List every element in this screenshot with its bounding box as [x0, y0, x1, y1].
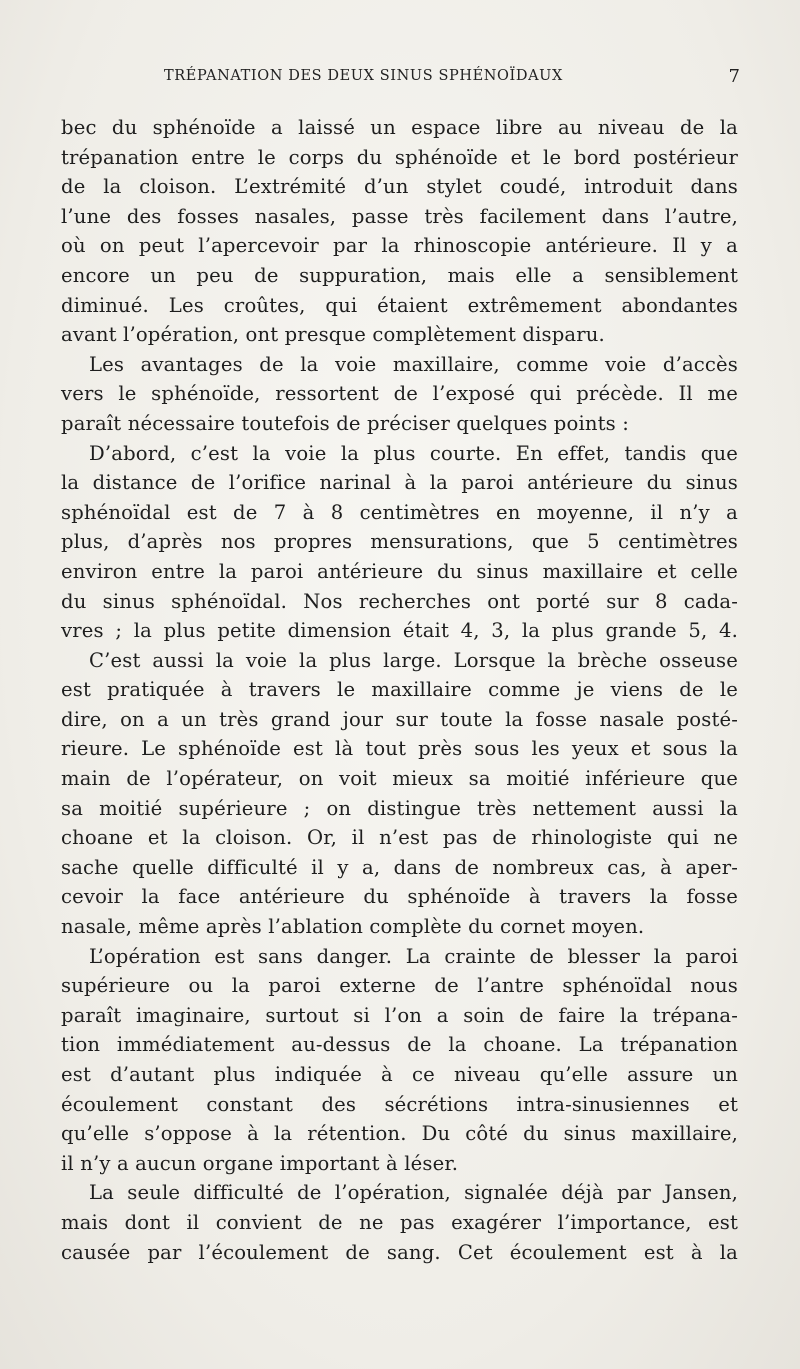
text-line: plus, d’après nos propres mensurations, que 5 centimètres [61, 530, 738, 554]
text-line: sa moitié supérieure ; on distingue très nettement aussi la [61, 796, 738, 820]
text-line: vres ; la plus petite dimension était 4, 3, la plus grande 5, 4. [61, 619, 738, 643]
text-line: La seule difficulté de l’opération, signalée déjà par Jansen, [89, 1181, 738, 1205]
text-line: rieure. Le sphénoïde est là tout près sous les yeux et sous la [61, 737, 738, 761]
text-line: environ entre la paroi antérieure du sinus maxillaire et celle [61, 559, 738, 583]
text-line: supérieure ou la paroi externe de l’antre sphénoïdal nous [61, 974, 738, 998]
text-line: encore un peu de suppuration, mais elle a sensiblement [61, 263, 738, 287]
text-line: où on peut l’apercevoir par la rhinoscopie antérieure. Il y a [61, 234, 738, 258]
text-line: D’abord, c’est la voie la plus courte. En effet, tandis que [89, 441, 738, 465]
text-line: diminué. Les croûtes, qui étaient extrêmement abondantes [61, 293, 738, 317]
text-line: qu’elle s’oppose à la rétention. Du côté du sinus maxillaire, [61, 1122, 738, 1146]
text-line: paraît nécessaire toutefois de préciser quelques points : [61, 411, 629, 435]
text-line: choane et la cloison. Or, il n’est pas de rhinologiste qui ne [61, 826, 738, 850]
text-line: mais dont il convient de ne pas exagérer l’importance, est [61, 1210, 738, 1234]
text-line: l’une des fosses nasales, passe très facilement dans l’autre, [61, 204, 738, 228]
text-line: dire, on a un très grand jour sur toute la fosse nasale posté- [61, 707, 738, 731]
text-line: avant l’opération, ont presque complètement disparu. [61, 323, 605, 347]
running-head: TRÉPANATION DES DEUX SINUS SPHÉNOÏDAUX [164, 68, 563, 84]
page-header [60, 68, 740, 96]
text-line: la distance de l’orifice narinal à la paroi antérieure du sinus [61, 471, 738, 495]
text-line: paraît imaginaire, surtout si l’on a soin de faire la trépana- [61, 1003, 738, 1027]
text-line: nasale, même après l’ablation complète du cornet moyen. [61, 915, 645, 939]
text-line: sache quelle difficulté il y a, dans de nombreux cas, à aper- [61, 855, 738, 879]
text-line: bec du sphénoïde a laissé un espace libre au niveau de la [61, 116, 738, 139]
text-line: C’est aussi la voie la plus large. Lorsque la brèche osseuse [89, 648, 738, 672]
text-line: Les avantages de la voie maxillaire, comme voie d’accès [89, 352, 738, 376]
text-line: causée par l’écoulement de sang. Cet écoulement est à la [61, 1240, 738, 1264]
text-line: main de l’opérateur, on voit mieux sa moitié inférieure que [61, 767, 738, 791]
text-line: cevoir la face antérieure du sphénoïde à travers la fosse [61, 885, 738, 909]
text-line: vers le sphénoïde, ressortent de l’exposé qui précède. Il me [61, 382, 738, 406]
text-line: L’opération est sans danger. La crainte de blesser la paroi [89, 944, 738, 968]
text-line: sphénoïdal est de 7 à 8 centimètres en moyenne, il n’y a [61, 500, 738, 524]
text-line: du sinus sphénoïdal. Nos recherches ont porté sur 8 cada- [61, 589, 738, 613]
text-line: est pratiquée à travers le maxillaire comme je viens de le [61, 678, 738, 702]
text-line: trépanation entre le corps du sphénoïde et le bord postérieur [61, 145, 738, 169]
text-line: tion immédiatement au-dessus de la choane. La trépanation [61, 1033, 738, 1057]
text-line: est d’autant plus indiquée à ce niveau qu’elle assure un [61, 1063, 738, 1086]
text-line: il n’y a aucun organe important à léser. [61, 1151, 459, 1175]
body-text [61, 113, 738, 1267]
text-line: de la cloison. L’extrémité d’un stylet coudé, introduit dans [61, 175, 738, 199]
text-line: écoulement constant des sécrétions intra-sinusiennes et [61, 1092, 738, 1116]
page-number: 7 [728, 66, 740, 87]
